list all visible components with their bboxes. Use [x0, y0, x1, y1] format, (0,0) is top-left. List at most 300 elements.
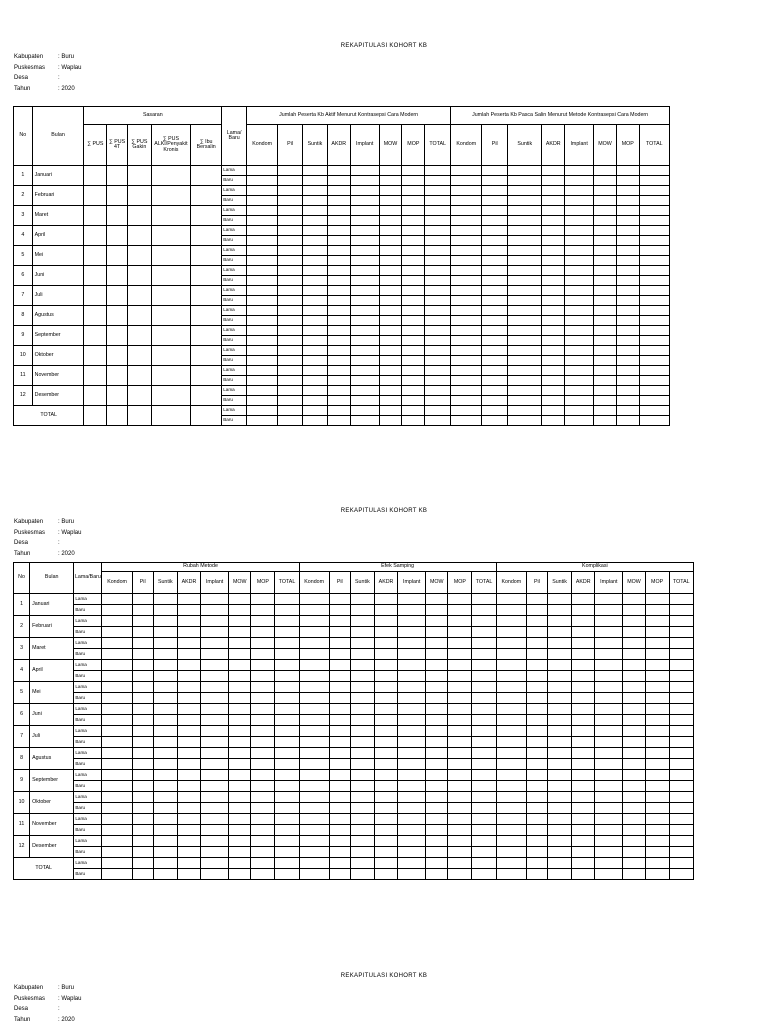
data-cell	[594, 416, 617, 426]
data-cell	[508, 166, 542, 176]
data-cell	[565, 276, 594, 286]
method-col-header: Suntik	[153, 572, 177, 594]
data-cell	[327, 226, 350, 236]
data-cell	[645, 594, 669, 605]
data-cell	[275, 693, 299, 704]
data-cell	[542, 266, 565, 276]
data-cell	[102, 605, 132, 616]
lama-label: Lama	[222, 266, 247, 276]
data-cell	[398, 847, 426, 858]
data-cell	[542, 246, 565, 256]
data-cell	[350, 847, 374, 858]
data-cell	[565, 206, 594, 216]
lama-label: Lama	[222, 306, 247, 316]
data-cell	[278, 266, 303, 276]
data-cell	[572, 781, 595, 792]
data-cell	[496, 682, 526, 693]
data-cell	[645, 627, 669, 638]
data-cell	[669, 693, 693, 704]
sasaran-cell	[107, 346, 128, 366]
data-cell	[201, 649, 229, 660]
month-no: 12	[14, 386, 33, 406]
lama-label: Lama	[74, 792, 102, 803]
sasaran-cell	[127, 186, 151, 206]
month-name: Oktober	[30, 792, 74, 814]
data-cell	[482, 226, 508, 236]
data-cell	[645, 803, 669, 814]
sasaran-cell	[191, 346, 222, 366]
data-cell	[526, 693, 547, 704]
data-cell	[669, 638, 693, 649]
data-cell	[496, 792, 526, 803]
data-cell	[448, 627, 472, 638]
table-row	[14, 715, 694, 726]
data-cell	[251, 594, 275, 605]
method-col-header: Suntik	[548, 572, 572, 594]
data-cell	[594, 246, 617, 256]
data-cell	[379, 336, 402, 346]
month-no: 9	[14, 326, 33, 346]
data-cell	[177, 748, 200, 759]
data-cell	[496, 605, 526, 616]
data-cell	[482, 406, 508, 416]
data-cell	[229, 627, 251, 638]
data-cell	[374, 770, 397, 781]
data-cell	[374, 737, 397, 748]
data-cell	[565, 196, 594, 206]
data-cell	[329, 693, 350, 704]
lama-label: Lama	[74, 726, 102, 737]
data-cell	[327, 386, 350, 396]
data-cell	[229, 638, 251, 649]
data-cell	[379, 256, 402, 266]
data-cell	[350, 236, 379, 246]
sasaran-cell	[107, 246, 128, 266]
data-cell	[639, 306, 669, 316]
data-cell	[278, 216, 303, 226]
baru-label: Baru	[74, 715, 102, 726]
method-col-header: Pil	[132, 572, 153, 594]
data-cell	[402, 176, 425, 186]
data-cell	[350, 366, 379, 376]
data-cell	[275, 660, 299, 671]
data-cell	[398, 704, 426, 715]
data-cell	[350, 792, 374, 803]
field-value: : 2020	[58, 550, 75, 557]
data-cell	[645, 726, 669, 737]
data-cell	[251, 803, 275, 814]
data-cell	[303, 326, 328, 336]
month-name: September	[30, 770, 74, 792]
data-cell	[472, 594, 496, 605]
data-cell	[526, 715, 547, 726]
data-cell	[350, 682, 374, 693]
data-cell	[572, 770, 595, 781]
data-cell	[350, 416, 379, 426]
data-cell	[508, 216, 542, 226]
data-cell	[425, 296, 451, 306]
data-cell	[398, 693, 426, 704]
data-cell	[616, 256, 639, 266]
data-cell	[327, 316, 350, 326]
data-cell	[595, 825, 623, 836]
data-cell	[102, 682, 132, 693]
lama-label: Lama	[222, 226, 247, 236]
data-cell	[451, 366, 482, 376]
data-cell	[278, 406, 303, 416]
data-cell	[639, 236, 669, 246]
data-cell	[374, 638, 397, 649]
sasaran-cell	[127, 346, 151, 366]
data-cell	[275, 825, 299, 836]
data-cell	[426, 792, 448, 803]
data-cell	[329, 869, 350, 880]
data-cell	[251, 638, 275, 649]
data-cell	[572, 869, 595, 880]
sasaran-cell	[191, 206, 222, 226]
data-cell	[153, 715, 177, 726]
data-cell	[132, 737, 153, 748]
data-cell	[247, 406, 278, 416]
data-cell	[153, 660, 177, 671]
data-cell	[299, 649, 329, 660]
data-cell	[448, 836, 472, 847]
data-cell	[425, 326, 451, 336]
data-cell	[132, 803, 153, 814]
data-cell	[278, 396, 303, 406]
data-cell	[526, 638, 547, 649]
data-cell	[251, 781, 275, 792]
data-cell	[482, 376, 508, 386]
data-cell	[102, 869, 132, 880]
data-cell	[132, 792, 153, 803]
data-cell	[132, 869, 153, 880]
data-cell	[350, 326, 379, 336]
data-cell	[303, 356, 328, 366]
data-cell	[669, 759, 693, 770]
table-row	[14, 814, 694, 825]
data-cell	[565, 256, 594, 266]
data-cell	[426, 836, 448, 847]
data-cell	[329, 726, 350, 737]
data-cell	[153, 759, 177, 770]
data-cell	[153, 671, 177, 682]
baru-label: Baru	[74, 671, 102, 682]
data-cell	[448, 726, 472, 737]
data-cell	[299, 869, 329, 880]
data-cell	[350, 206, 379, 216]
data-cell	[251, 770, 275, 781]
data-cell	[425, 286, 451, 296]
data-cell	[623, 660, 645, 671]
data-cell	[102, 803, 132, 814]
data-cell	[350, 726, 374, 737]
data-cell	[350, 266, 379, 276]
sasaran-cell	[107, 326, 128, 346]
data-cell	[303, 316, 328, 326]
data-cell	[303, 216, 328, 226]
data-cell	[496, 858, 526, 869]
data-cell	[402, 306, 425, 316]
data-cell	[350, 858, 374, 869]
sasaran-cell	[151, 386, 190, 406]
data-cell	[247, 276, 278, 286]
data-cell	[508, 196, 542, 206]
data-cell	[247, 296, 278, 306]
data-cell	[594, 316, 617, 326]
sasaran-cell	[127, 226, 151, 246]
data-cell	[177, 660, 200, 671]
page-title-1: REKAPITULASI KOHORT KB	[340, 43, 428, 49]
baru-label: Baru	[74, 649, 102, 660]
data-cell	[508, 346, 542, 356]
data-cell	[548, 671, 572, 682]
data-cell	[565, 356, 594, 366]
data-cell	[472, 715, 496, 726]
data-cell	[229, 737, 251, 748]
sasaran-cell	[151, 266, 190, 286]
table-row	[14, 737, 694, 748]
data-cell	[303, 286, 328, 296]
data-cell	[594, 306, 617, 316]
data-cell	[496, 737, 526, 748]
data-cell	[482, 346, 508, 356]
data-cell	[548, 825, 572, 836]
data-cell	[623, 605, 645, 616]
data-cell	[572, 726, 595, 737]
sasaran-cell	[84, 286, 107, 306]
lama-baru-header: Lama/Baru	[74, 563, 102, 594]
data-cell	[472, 693, 496, 704]
data-cell	[350, 704, 374, 715]
data-cell	[472, 737, 496, 748]
data-cell	[669, 803, 693, 814]
data-cell	[508, 256, 542, 266]
data-cell	[299, 748, 329, 759]
data-cell	[275, 704, 299, 715]
data-cell	[327, 186, 350, 196]
data-cell	[329, 649, 350, 660]
data-cell	[201, 693, 229, 704]
data-cell	[398, 638, 426, 649]
data-cell	[548, 869, 572, 880]
data-cell	[327, 306, 350, 316]
data-cell	[639, 246, 669, 256]
data-cell	[425, 266, 451, 276]
data-cell	[153, 638, 177, 649]
data-cell	[278, 196, 303, 206]
data-cell	[623, 671, 645, 682]
data-cell	[177, 825, 200, 836]
sasaran-cell	[151, 326, 190, 346]
data-cell	[201, 803, 229, 814]
data-cell	[153, 649, 177, 660]
sasaran-cell	[84, 386, 107, 406]
data-cell	[350, 186, 379, 196]
data-cell	[565, 236, 594, 246]
data-cell	[448, 616, 472, 627]
month-no: 5	[14, 682, 30, 704]
data-cell	[177, 649, 200, 660]
data-cell	[594, 286, 617, 296]
data-cell	[278, 346, 303, 356]
data-cell	[548, 638, 572, 649]
data-cell	[472, 759, 496, 770]
data-cell	[201, 847, 229, 858]
data-cell	[639, 196, 669, 206]
rubah-metode-header: Rubah Metode	[102, 563, 299, 572]
page-title-2: REKAPITULASI KOHORT KB	[340, 508, 428, 514]
data-cell	[448, 814, 472, 825]
data-cell	[350, 386, 379, 396]
data-cell	[548, 660, 572, 671]
data-cell	[426, 803, 448, 814]
data-cell	[482, 236, 508, 246]
data-cell	[374, 825, 397, 836]
data-cell	[278, 376, 303, 386]
data-cell	[669, 792, 693, 803]
data-cell	[350, 737, 374, 748]
data-cell	[639, 176, 669, 186]
data-cell	[508, 356, 542, 366]
data-cell	[425, 176, 451, 186]
data-cell	[329, 858, 350, 869]
data-cell	[448, 847, 472, 858]
data-cell	[374, 781, 397, 792]
month-no: 2	[14, 186, 33, 206]
data-cell	[398, 836, 426, 847]
data-cell	[616, 386, 639, 396]
data-cell	[379, 176, 402, 186]
data-cell	[247, 376, 278, 386]
field-value: :	[58, 540, 60, 547]
data-cell	[542, 336, 565, 346]
table-row	[14, 186, 670, 196]
month-name: Agustus	[30, 748, 74, 770]
data-cell	[402, 216, 425, 226]
data-cell	[425, 216, 451, 226]
data-cell	[329, 715, 350, 726]
data-cell	[426, 869, 448, 880]
data-cell	[201, 770, 229, 781]
data-cell	[482, 306, 508, 316]
data-cell	[448, 671, 472, 682]
col-no-header: No	[14, 107, 33, 166]
data-cell	[132, 638, 153, 649]
data-cell	[616, 366, 639, 376]
data-cell	[327, 376, 350, 386]
data-cell	[379, 376, 402, 386]
data-cell	[548, 627, 572, 638]
data-cell	[398, 858, 426, 869]
data-cell	[594, 366, 617, 376]
data-cell	[398, 825, 426, 836]
data-cell	[251, 847, 275, 858]
data-cell	[153, 594, 177, 605]
data-cell	[374, 726, 397, 737]
data-cell	[374, 759, 397, 770]
data-cell	[594, 296, 617, 306]
data-cell	[623, 693, 645, 704]
data-cell	[278, 276, 303, 286]
data-cell	[102, 858, 132, 869]
data-cell	[639, 386, 669, 396]
baru-label: Baru	[222, 196, 247, 206]
sasaran-cell	[127, 206, 151, 226]
data-cell	[229, 671, 251, 682]
field-value: : Waplau	[58, 529, 82, 536]
data-cell	[402, 236, 425, 246]
data-cell	[327, 236, 350, 246]
month-no: 12	[14, 836, 30, 858]
sasaran-cell	[151, 246, 190, 266]
data-cell	[275, 814, 299, 825]
baru-label: Baru	[222, 336, 247, 346]
data-cell	[565, 376, 594, 386]
data-cell	[425, 236, 451, 246]
lama-label: Lama	[222, 186, 247, 196]
month-name: Januari	[32, 166, 84, 186]
data-cell	[639, 256, 669, 266]
data-cell	[508, 226, 542, 236]
sasaran-cell	[84, 206, 107, 226]
table-row	[14, 671, 694, 682]
data-cell	[526, 781, 547, 792]
data-cell	[595, 803, 623, 814]
data-cell	[451, 166, 482, 176]
data-cell	[623, 814, 645, 825]
data-cell	[548, 781, 572, 792]
data-cell	[201, 594, 229, 605]
data-cell	[542, 396, 565, 406]
data-cell	[275, 847, 299, 858]
data-cell	[616, 236, 639, 246]
data-cell	[201, 627, 229, 638]
data-cell	[229, 770, 251, 781]
data-cell	[251, 671, 275, 682]
data-cell	[402, 326, 425, 336]
data-cell	[645, 660, 669, 671]
data-cell	[448, 693, 472, 704]
data-cell	[623, 649, 645, 660]
data-cell	[132, 759, 153, 770]
data-cell	[508, 266, 542, 276]
data-cell	[329, 825, 350, 836]
data-cell	[426, 660, 448, 671]
data-cell	[526, 814, 547, 825]
data-cell	[639, 216, 669, 226]
data-cell	[329, 660, 350, 671]
data-cell	[616, 276, 639, 286]
data-cell	[229, 781, 251, 792]
data-cell	[278, 366, 303, 376]
data-cell	[153, 814, 177, 825]
data-cell	[278, 356, 303, 366]
method-col-header: MOW	[623, 572, 645, 594]
data-cell	[177, 770, 200, 781]
data-cell	[472, 682, 496, 693]
month-no: 10	[14, 792, 30, 814]
data-cell	[594, 326, 617, 336]
lama-label: Lama	[222, 406, 247, 416]
data-cell	[425, 276, 451, 286]
data-cell	[425, 196, 451, 206]
efek-samping-header: Efek Samping	[299, 563, 496, 572]
data-cell	[639, 296, 669, 306]
month-no: 4	[14, 226, 33, 246]
data-cell	[616, 266, 639, 276]
data-cell	[299, 594, 329, 605]
